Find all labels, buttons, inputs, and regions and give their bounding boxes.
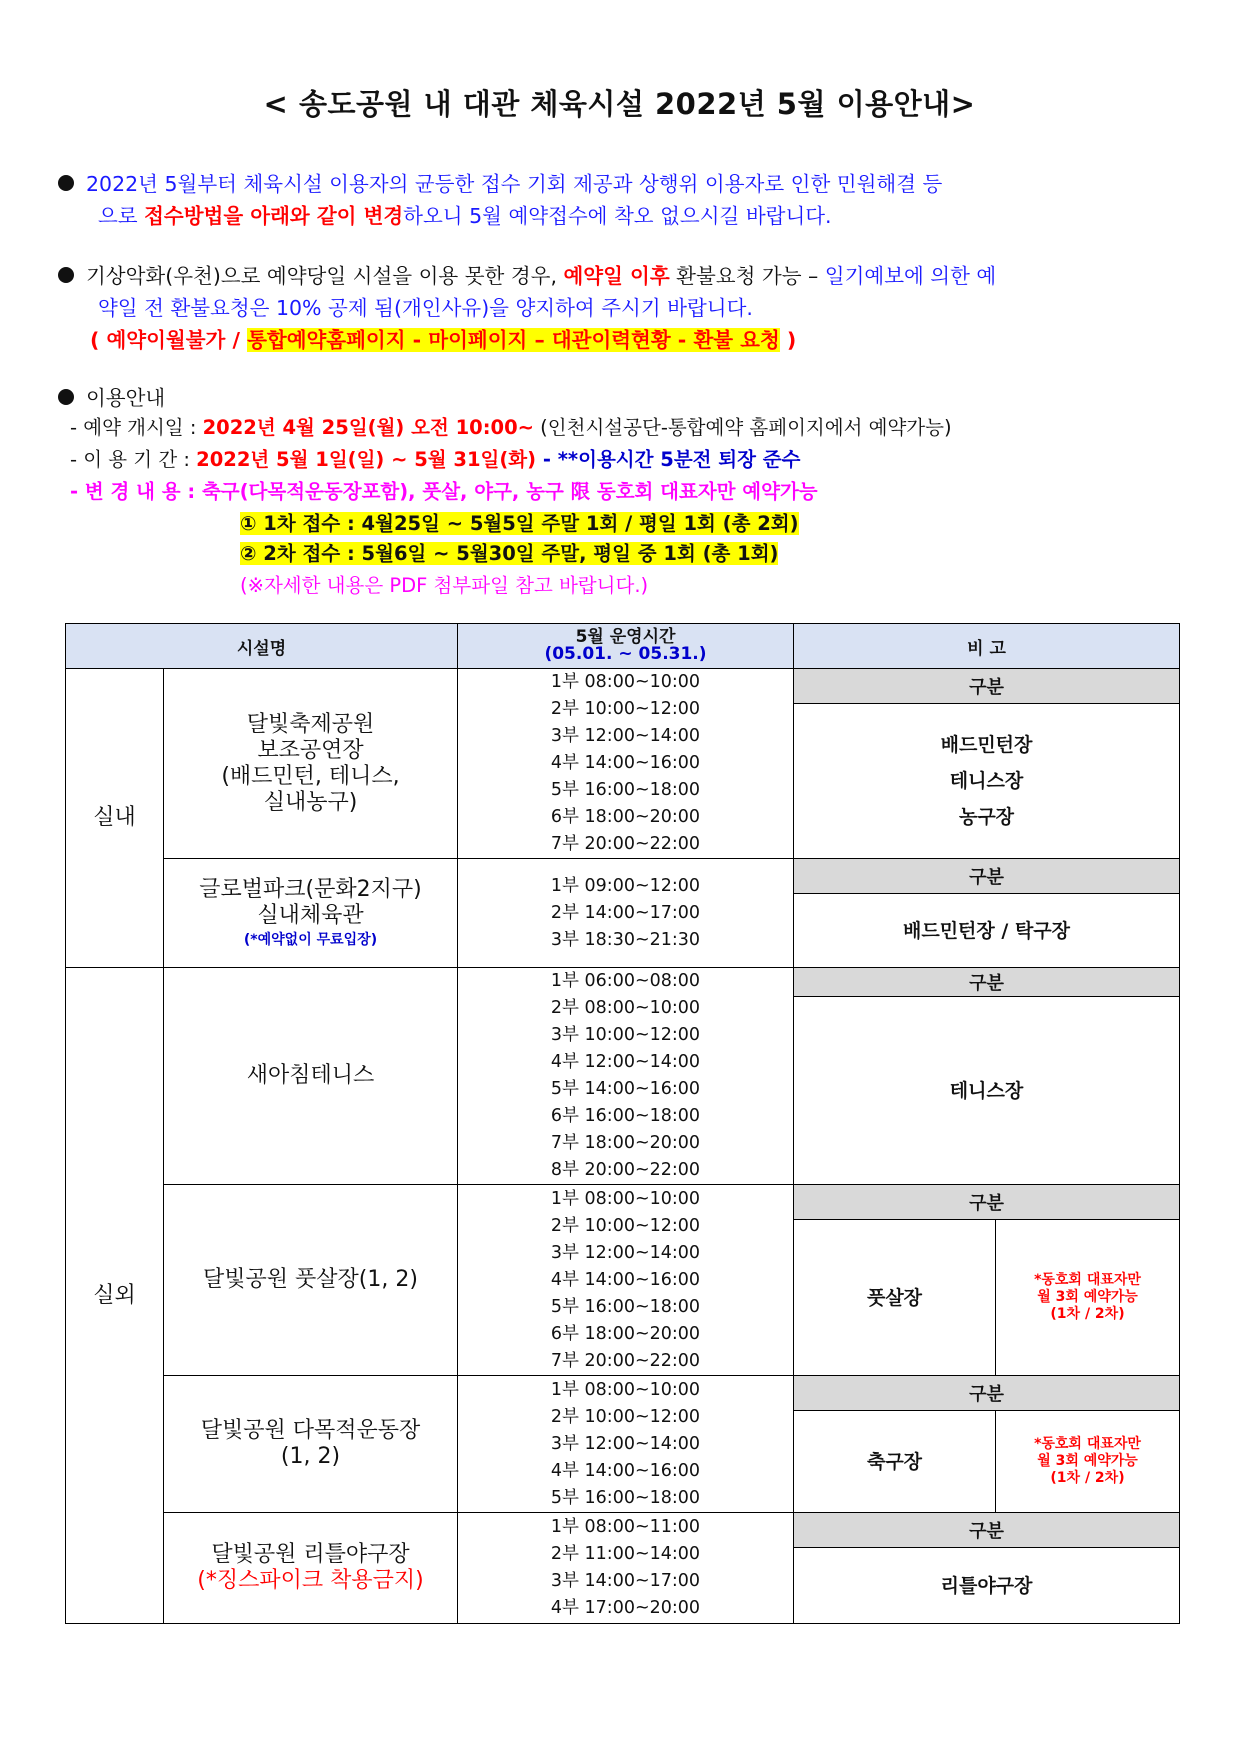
usage-guide	[58, 382, 1188, 414]
usage-period	[70, 446, 800, 474]
first-round-text: ① 1차 접수 : 4월25일 ~ 5월5일 주말 1회 / 평일 1회 (총 2회)	[240, 512, 799, 535]
facility-note: 풋살장	[794, 1220, 996, 1376]
page-title: < 송도공원 내 대관 체육시설 2022년 5월 이용안내>	[263, 87, 976, 121]
header-note: 비 고	[794, 624, 1180, 669]
facility-name-text: 글로벌파크(문화2지구) 실내체육관	[199, 877, 422, 928]
facility-subnote: (*징스파이크 착용금지)	[197, 1568, 424, 1593]
facility-name	[164, 1513, 458, 1624]
notice-2-text: 기상악화(우천)으로 예약당일 시설을 이용 못한 경우,	[86, 264, 564, 288]
notice-1	[58, 168, 1188, 232]
notice-2-text-mid: 환불요청 가능 –	[669, 264, 825, 288]
facility-table	[65, 623, 1180, 1624]
facility-name	[164, 859, 458, 968]
time-slots: 1부 06:00~08:00 2부 08:00~10:00 3부 10:00~12:00 4부 12:00~14:00 5부 14:00~16:00 6부 16:00~18:00 7부 18:00~20:00 8부 20:00~22:00	[458, 968, 794, 1185]
bullet-icon	[58, 389, 74, 405]
table-row	[66, 669, 1180, 704]
label: - 예약 개시일 :	[70, 416, 203, 439]
reservation-open-note: (인천시설공단-통합예약 홈페이지에서 예약가능)	[533, 416, 952, 439]
notice-2-emphasis: 예약일 이후	[563, 264, 670, 288]
gubun-label: 구분	[794, 968, 1180, 997]
facility-note: 리틀야구장	[794, 1548, 1180, 1624]
table-header	[66, 624, 1180, 669]
facility-name: 달빛축제공원 보조공연장 (배드민턴, 테니스, 실내농구)	[164, 669, 458, 859]
usage-period-dates: 2022년 5월 1일(일) ~ 5월 31일(화)	[196, 448, 537, 471]
notice-1-text: 으로	[98, 204, 145, 228]
header-facility: 시설명	[66, 624, 458, 669]
time-slots: 1부 08:00~11:00 2부 11:00~14:00 3부 14:00~17:00 4부 17:00~20:00	[458, 1513, 794, 1624]
outdoor-label: 실외	[66, 968, 164, 1624]
table-row	[66, 1185, 1180, 1220]
gubun-label: 구분	[794, 859, 1180, 894]
gubun-label: 구분	[794, 1513, 1180, 1548]
label: - 이 용 기 간 :	[70, 448, 197, 471]
gubun-label: 구분	[794, 669, 1180, 704]
notice-1-emphasis: 접수방법을 아래와 같이 변경	[144, 204, 404, 228]
club-rep-note: *동호회 대표자만 월 3회 예약가능 (1차 / 2차)	[996, 1220, 1180, 1376]
table-row	[66, 1513, 1180, 1548]
notice-2-forecast: 일기예보에 의한 예	[824, 264, 997, 288]
notice-2-refund-path: 통합예약홈페이지 - 마이페이지 – 대관이력현황 - 환불 요청	[247, 328, 780, 352]
table-row	[66, 859, 1180, 894]
change-details: - 변 경 내 용 : 축구(다목적운동장포함), 풋살, 야구, 농구 限 동호회 대표자만 예약가능	[70, 480, 818, 503]
notice-2	[58, 260, 1188, 356]
pdf-note: (※자세한 내용은 PDF 첨부파일 참고 바랍니다.)	[240, 574, 649, 597]
first-round	[240, 510, 799, 538]
time-slots: 1부 09:00~12:00 2부 14:00~17:00 3부 18:30~21:30	[458, 859, 794, 968]
time-slots: 1부 08:00~10:00 2부 10:00~12:00 3부 12:00~14:00 4부 14:00~16:00 5부 16:00~18:00 6부 18:00~20:00 7부 20:00~22:00	[458, 669, 794, 859]
reservation-open	[70, 414, 952, 442]
facility-subnote: (*예약없이 무료입장)	[243, 932, 378, 948]
header-time-label: 5월 운영시간	[575, 627, 676, 647]
club-rep-note: *동호회 대표자만 월 3회 예약가능 (1차 / 2차)	[996, 1411, 1180, 1513]
bullet-icon	[58, 175, 74, 191]
notice-2-close-paren: )	[779, 328, 797, 352]
facility-name: 새아침테니스	[164, 968, 458, 1185]
facility-name-text: 달빛공원 리틀야구장	[211, 1542, 410, 1567]
notice-1-text-end: 하오니 5월 예약접수에 착오 없으시길 바랍니다.	[403, 204, 832, 228]
facility-note: 테니스장	[794, 997, 1180, 1185]
notice-1-line-1: 2022년 5월부터 체육시설 이용자의 균등한 접수 기회 제공과 상행위 이용자로 인한 민원해결 등	[86, 172, 943, 196]
gubun-label: 구분	[794, 1185, 1180, 1220]
table-row	[66, 968, 1180, 997]
notice-2-no-carryover: ( 예약이월불가 /	[90, 328, 248, 352]
second-round-text: ② 2차 접수 : 5월6일 ~ 5월30일 주말, 평일 중 1회 (총 1회)	[240, 542, 779, 565]
reservation-open-date: 2022년 4월 25일(월) 오전 10:00~	[202, 416, 534, 439]
bullet-icon	[58, 267, 74, 283]
time-slots: 1부 08:00~10:00 2부 10:00~12:00 3부 12:00~14:00 4부 14:00~16:00 5부 16:00~18:00	[458, 1376, 794, 1513]
facility-note: 배드민턴장 테니스장 농구장	[794, 704, 1180, 859]
gubun-label: 구분	[794, 1376, 1180, 1411]
second-round	[240, 540, 778, 568]
facility-note: 축구장	[794, 1411, 996, 1513]
indoor-label: 실내	[66, 669, 164, 968]
table-row	[66, 1376, 1180, 1411]
facility-name: 달빛공원 다목적운동장 (1, 2)	[164, 1376, 458, 1513]
time-slots: 1부 08:00~10:00 2부 10:00~12:00 3부 12:00~14:00 4부 14:00~16:00 5부 16:00~18:00 6부 18:00~20:00 7부 20:00~22:00	[458, 1185, 794, 1376]
usage-period-note: - **이용시간 5분전 퇴장 준수	[536, 448, 801, 471]
usage-guide-heading: 이용안내	[86, 386, 166, 410]
notice-2-line-2: 약일 전 환불요청은 10% 공제 됨(개인사유)을 양지하여 주시기 바랍니다.	[98, 296, 753, 320]
facility-name: 달빛공원 풋살장(1, 2)	[164, 1185, 458, 1376]
header-time	[458, 624, 794, 669]
facility-note: 배드민턴장 / 탁구장	[794, 894, 1180, 968]
header-time-range: (05.01. ~ 05.31.)	[544, 644, 707, 664]
